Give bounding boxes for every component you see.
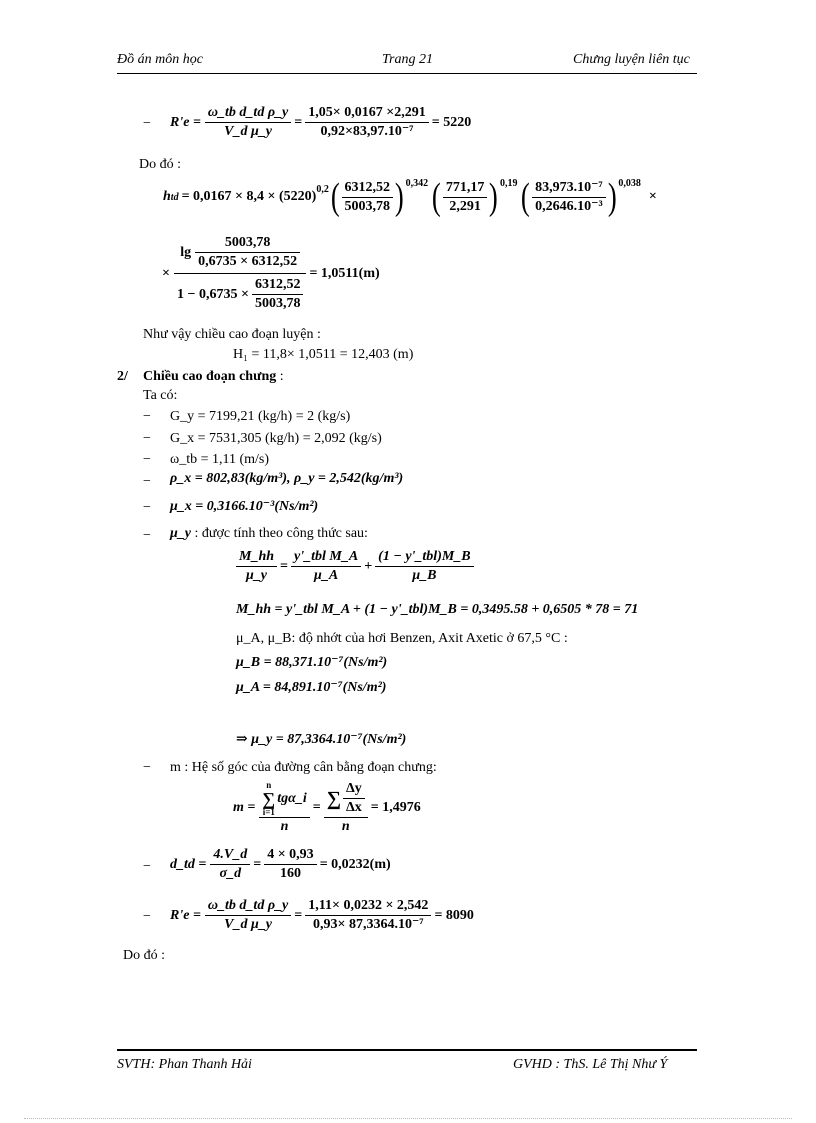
dtd-den: σ_d [219,866,242,881]
log-den-prefix: 1 − 0,6735 × [176,286,249,302]
htd-exp1: 0,2 [316,184,329,195]
m-n: n [280,818,289,834]
mu-t2-den: μ_B [412,568,437,583]
log-times: × [162,265,170,281]
item-gx: G_x = 7531,305 (kg/h) = 2,092 (kg/s) [170,431,382,446]
eq2-result: = 8090 [434,907,474,923]
mu-t2-frac [375,548,473,585]
eq2-num2: 1,11× 0,0232 × 2,542 [305,897,431,916]
item-muy [170,526,368,542]
m-sum-bottom: i=1 [262,806,275,817]
eq1-frac-symbolic [205,104,291,141]
htd-frac2 [443,179,488,216]
htd-f3-den: 0,2646.10⁻³ [535,198,603,214]
m-dy-dx [343,780,365,817]
log-den-num: 6312,52 [252,276,304,295]
equation-reynolds-1: R'e = $\frac{\text{ω\_tb d\_td ρ\_y}}{\text{V\_d μ\_y}}$ = $\frac{1,05\times 0,0167 \times 2,291}{\text{0,92×83,97.10⁻⁷}}$ = 5220 [170,105,472,139]
h1-result: H₁ = 11,8× 1,0511 = 12,403 (m) [233,347,414,362]
item-wtb: ω_tb = 1,11 (m/s) [170,452,270,467]
m-dy: Δy [343,780,365,799]
header-rule [117,73,697,74]
bullet-dash: − [143,409,151,424]
section-title [143,369,284,385]
eq2-lhs: R'e = [170,907,201,923]
htd-lhs-sub: td [170,191,179,203]
item-gy: G_y = 7199,21 (kg/h) = 2 (kg/s) [170,409,351,424]
mu-mixing-formula: $\frac{M\_hh}{\mu\_y}$ = $\frac{\text{y'\_tbl M\_A}}{\mu\_A}$ + $\frac{\text{(1 − y'\_tbl)M\_B}}{\mu\_B}$ [236,548,474,585]
htd-frac1 [342,179,394,216]
log-lg: lg [180,244,192,260]
dtd-formula: d_td = $\frac{4.V\_d}{\sigma\_d}$ = $\frac{4 \times 0,93}{160}$ = 0,0232(m) [170,847,391,881]
mhh-equation: M_hh = y'_tbl M_A + (1 − y'_tbl)M_B = 0,3495.58 + 0,6505 * 78 = 71 [236,602,639,617]
mub-value: μ_B = 88,371.10⁻⁷(Ns/m²) [236,655,388,670]
dtd-frac2 [264,846,316,883]
log-inner-num: 5003,78 [195,234,300,253]
nhu-vay-text: Như vậy chiều cao đoạn luyện : [143,327,321,342]
bullet-dash: − [143,116,151,131]
log-den-frac [252,276,304,313]
eq2-frac-symbolic [205,897,291,934]
m-sum-top: n [266,779,272,790]
eq1-frac-numeric [305,104,428,141]
htd-exp2: 0,342 [405,178,429,189]
do-do-label-2: Do đó : [123,948,165,963]
mu-lhs-num: M_hh [236,548,277,567]
footer-left: SVTH: Phan Thanh Hải [117,1057,252,1072]
footer-rule [117,1049,697,1051]
eq1-num2: 1,05× 0,0167 ×2,291 [305,104,428,123]
htd-part1: = 0,0167 × 8,4 × (5220) [181,189,317,204]
do-do-label-1: Do đó : [139,157,181,172]
htd-f3-num: 83,973.10⁻⁷ [532,179,606,198]
log-inner-frac [195,234,300,271]
bullet-dash: − [143,452,151,467]
m-item-text: m : Hệ số góc của đường cân bằng đoạn chưng: [170,760,437,775]
m-dx: Δx [346,800,362,815]
section-number: 2/ [117,369,128,384]
eq1-result: = 5220 [431,114,472,130]
htd-exp3: 0,19 [499,178,518,189]
log-inner-den: 0,6735 × 6312,52 [198,254,298,269]
section-title-text: Chiều cao đoạn chưng [143,369,277,384]
eq2-den2: 0,93× 87,3364.10⁻⁷ [313,917,424,932]
eq2-num: ω_tb d_td ρ_y [205,897,291,916]
m-tga: tgα_i [277,790,307,806]
eq1-num: ω_tb d_td ρ_y [205,104,291,123]
mu-t2-num: (1 − y'_tbl)M_B [375,548,473,567]
footer-right: GVHD : ThS. Lê Thị Như Ý [513,1057,668,1072]
page-bottom-dotted-line [24,1118,792,1119]
htd-f2-num: 771,17 [443,179,488,198]
log-den-den: 5003,78 [254,296,301,311]
mu-t1-num: y'_tbl M_A [291,548,361,567]
m-n2: n [341,819,350,834]
mu-lhs-den: μ_y [246,568,268,583]
dtd-den2: 160 [279,866,301,881]
bullet-dash: − [143,474,151,489]
htd-frac3 [532,179,606,216]
ta-co-label: Ta có: [143,388,178,403]
dtd-num: 4.V_d [210,846,250,865]
htd-exp4: 0,038 [618,178,641,189]
header-page-number: Trang 21 [382,52,433,67]
bullet-dash: − [143,760,151,775]
bullet-dash: − [143,859,151,874]
mu-t1-frac [291,548,361,585]
header-right: Chưng luyện liên tục [573,52,690,67]
bullet-dash: − [143,528,151,543]
section-title-colon: : [279,369,284,384]
eq2-den: V_d μ_y [224,917,273,932]
htd-f2-den: 2,291 [449,198,481,214]
eq1-den: V_d μ_y [224,124,273,139]
equation-reynolds-2: R'e = $\frac{\text{ω\_tb d\_td ρ\_y}}{\text{V\_d μ\_y}}$ = $\frac{1,11\times 0,0232 \times 2,542}{\text{0,93× 87,3364.10⁻⁷}}$ = 8090 [170,898,474,932]
bullet-dash: − [143,431,151,446]
bullet-dash: − [143,909,151,924]
item-rho: ρ_x = 802,83(kg/m³), ρ_y = 2,542(kg/m³) [170,471,404,486]
viscosity-note: μ_A, μ_B: độ nhớt của hơi Benzen, Axit Axetic ở 67,5 °C : [236,631,568,646]
header-left: Đồ án môn học [117,52,203,67]
log-big-frac [174,234,306,313]
mua-value: μ_A = 84,891.10⁻⁷(Ns/m²) [236,680,387,695]
muy-label: μ_y [170,526,191,541]
htd-f1-den: 5003,78 [344,198,390,214]
eq2-frac-numeric [305,897,431,934]
log-result: = 1,0511(m) [309,265,380,281]
m-slope-formula: m = n ∑ i=1 tgα_i n = ∑ $\frac{\Delta y}{\Delta x}$ n = 1,4976 [233,779,421,834]
muy-text: : được tính theo công thức sau: [194,526,368,541]
mu-lhs-frac [236,548,277,585]
item-mux: μ_x = 0,3166.10⁻³(Ns/m²) [170,499,319,514]
m-sum-frac: n ∑ i=1 tgα_i n [259,781,309,836]
dtd-frac1 [210,846,250,883]
eq1-den2: 0,92×83,97.10⁻⁷ [320,124,414,139]
m-delta-frac: ∑ $\frac{\Delta y}{\Delta x}$ n [324,780,368,836]
muy-result: ⇒ μ_y = 87,3364.10⁻⁷(Ns/m²) [236,732,407,747]
bullet-dash: − [143,500,151,515]
htd-times: × [648,189,657,204]
m-result: = 1,4976 [370,800,421,815]
htd-lhs: h [163,189,171,204]
dtd-lhs: d_td = [170,856,207,872]
equation-htd: h td = 0,0167 × 8,4 × (5220) $^{0,2}$ ( $\frac{6312,52}{5003,78}$ ) $^{0,342}$ ( $\frac{771,17}{2,291}$ ) $^{0,19}$ ( $\frac{\text{83,973.10⁻⁷}}{\text{0,2646.10⁻³}}$ ) $^{0,038}$ × [163,176,657,218]
dtd-result: = 0,0232(m) [319,856,391,872]
htd-f1-num: 6312,52 [342,179,394,198]
eq1-lhs: R'e = [170,114,201,130]
dtd-num2: 4 × 0,93 [264,846,316,865]
equation-log [162,234,380,313]
mu-t1-den: μ_A [314,568,339,583]
